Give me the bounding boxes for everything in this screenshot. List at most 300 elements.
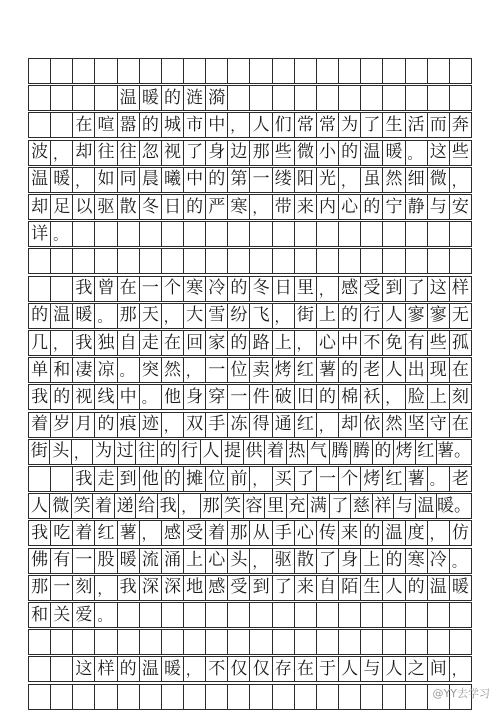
grid-cell: 于 — [317, 657, 339, 681]
grid-cell — [406, 630, 428, 654]
grid-cell — [29, 657, 51, 681]
grid-cell: 光 — [317, 168, 339, 192]
grid-cell — [428, 222, 450, 246]
grid-cell — [29, 277, 51, 301]
grid-cell: 往 — [118, 141, 140, 165]
grid-cell: 穿 — [206, 385, 228, 409]
grid-cell — [51, 86, 73, 110]
grid-cell: 上 — [428, 385, 450, 409]
grid-cell: 中 — [118, 385, 140, 409]
grid-cell: 人 — [383, 304, 405, 328]
grid-cell: 双 — [184, 413, 206, 437]
grid-cell: 这 — [428, 277, 450, 301]
grid-cell: 卖 — [250, 358, 272, 382]
grid-cell: 我 — [73, 331, 95, 355]
grid-cell: 月 — [73, 413, 95, 437]
grid-cell: 们 — [273, 113, 295, 137]
grid-cell: 度 — [406, 521, 428, 545]
grid-cell: 缕 — [273, 168, 295, 192]
grid-cell — [51, 59, 73, 83]
grid-cell: 我 — [73, 467, 95, 491]
grid-cell — [383, 59, 405, 83]
grid-row — [28, 602, 472, 628]
grid-cell — [428, 630, 450, 654]
grid-cell: 刻 — [73, 576, 95, 600]
grid-cell: 。 — [118, 358, 140, 382]
grid-cell: 温 — [428, 576, 450, 600]
grid-cell: 小 — [317, 141, 339, 165]
grid-cell: 了 — [406, 277, 428, 301]
grid-cell: 出 — [406, 358, 428, 382]
grid-cell — [250, 249, 272, 273]
grid-cell: 边 — [228, 141, 250, 165]
grid-cell: 受 — [228, 576, 250, 600]
grid-cell: 我 — [29, 521, 51, 545]
grid-cell: 的 — [158, 440, 179, 464]
grid-cell — [184, 59, 206, 83]
grid-cell: 足 — [51, 195, 73, 219]
grid-cell: 生 — [361, 576, 383, 600]
grid-cell — [339, 630, 361, 654]
grid-row — [28, 684, 472, 710]
grid-cell: ， — [162, 413, 184, 437]
grid-cell: ， — [184, 657, 206, 681]
grid-cell: 的 — [140, 113, 162, 137]
grid-cell: 上 — [273, 331, 295, 355]
grid-cell: 着 — [265, 440, 286, 464]
grid-cell — [317, 86, 339, 110]
grid-cell — [273, 86, 295, 110]
grid-cell — [162, 249, 184, 273]
grid-cell: 棉 — [339, 385, 361, 409]
grid-cell — [95, 86, 117, 110]
grid-cell: 心 — [339, 195, 361, 219]
grid-cell — [51, 657, 73, 681]
grid-cell — [250, 59, 272, 83]
grid-cell: 天 — [140, 304, 162, 328]
grid-cell: 受 — [184, 521, 206, 545]
grid-cell — [140, 630, 162, 654]
grid-cell: 涟 — [184, 86, 206, 110]
grid-cell — [383, 685, 405, 709]
grid-cell: 涌 — [162, 549, 184, 573]
grid-cell — [361, 603, 383, 627]
grid-cell: 烤 — [273, 358, 295, 382]
grid-cell: 位 — [228, 358, 250, 382]
grid-cell: 买 — [273, 467, 295, 491]
grid-cell — [73, 685, 95, 709]
grid-cell — [140, 222, 162, 246]
grid-cell: 现 — [428, 358, 450, 382]
grid-cell: 的 — [228, 277, 250, 301]
grid-cell — [73, 630, 95, 654]
grid-cell — [206, 222, 228, 246]
grid-cell: 递 — [115, 494, 136, 518]
grid-row — [28, 357, 472, 383]
grid-cell: 前 — [228, 467, 250, 491]
grid-cell — [361, 630, 383, 654]
grid-cell — [29, 467, 51, 491]
grid-row — [28, 248, 472, 274]
grid-cell — [206, 249, 228, 273]
grid-cell: 寥 — [428, 304, 450, 328]
grid-cell: 一 — [206, 358, 228, 382]
grid-cell: 着 — [29, 413, 51, 437]
grid-cell: 寒 — [184, 277, 206, 301]
grid-cell: 热 — [287, 440, 308, 464]
grid-row — [28, 112, 472, 138]
grid-cell: 关 — [51, 603, 73, 627]
grid-cell: 佛 — [29, 549, 51, 573]
grid-cell: 市 — [184, 113, 206, 137]
grid-cell: 的 — [162, 467, 184, 491]
grid-cell — [118, 222, 140, 246]
grid-cell: 驱 — [95, 195, 117, 219]
grid-cell: ， — [179, 494, 200, 518]
grid-row — [28, 140, 472, 166]
grid-cell — [317, 249, 339, 273]
grid-cell: 老 — [361, 358, 383, 382]
grid-cell — [118, 685, 140, 709]
grid-cell: 不 — [206, 657, 228, 681]
grid-cell — [29, 113, 51, 137]
grid-cell: 人 — [250, 113, 272, 137]
grid-cell: 视 — [162, 141, 184, 165]
grid-cell: 充 — [287, 494, 308, 518]
writing-grid-sheet — [28, 58, 472, 697]
grid-cell — [317, 603, 339, 627]
grid-cell: 而 — [428, 113, 450, 137]
grid-cell: 薯 — [406, 467, 428, 491]
grid-cell: 笑 — [72, 494, 93, 518]
grid-cell: 安 — [450, 195, 472, 219]
grid-cell: 薯 — [118, 521, 140, 545]
grid-cell: 这 — [73, 657, 95, 681]
grid-cell: 手 — [273, 521, 295, 545]
grid-cell: 在 — [450, 413, 472, 437]
grid-cell: 来 — [339, 521, 361, 545]
grid-cell: 的 — [339, 304, 361, 328]
grid-cell — [450, 630, 472, 654]
grid-cell: 内 — [317, 195, 339, 219]
grid-cell: 的 — [339, 358, 361, 382]
grid-row — [28, 520, 472, 546]
grid-cell: 孤 — [450, 331, 472, 355]
grid-cell: 岁 — [51, 413, 73, 437]
grid-cell: 一 — [250, 168, 272, 192]
grid-cell: ， — [450, 657, 472, 681]
grid-cell: 暖。 — [437, 494, 472, 518]
grid-cell: 烤 — [361, 467, 383, 491]
grid-cell: 单 — [29, 358, 51, 382]
grid-cell — [250, 86, 272, 110]
grid-cell — [428, 603, 450, 627]
grid-cell: 冬 — [140, 195, 162, 219]
grid-cell: 他 — [140, 467, 162, 491]
grid-cell: 些 — [273, 141, 295, 165]
grid-cell: 祥 — [373, 494, 394, 518]
grid-cell: ， — [428, 521, 450, 545]
grid-cell: 寒 — [228, 195, 250, 219]
grid-cell — [406, 685, 428, 709]
grid-cell: 细 — [406, 168, 428, 192]
grid-cell: 曾 — [95, 277, 117, 301]
grid-cell: 然 — [383, 413, 405, 437]
grid-cell: ， — [273, 304, 295, 328]
grid-cell: 如 — [95, 168, 117, 192]
grid-cell: 视 — [73, 385, 95, 409]
grid-cell: 旧 — [295, 385, 317, 409]
grid-row — [28, 58, 472, 84]
grid-row — [28, 276, 472, 302]
grid-cell: 在 — [73, 113, 95, 137]
grid-cell: 依 — [361, 413, 383, 437]
grid-cell: 线 — [95, 385, 117, 409]
grid-cell — [295, 86, 317, 110]
grid-cell: 仅 — [250, 657, 272, 681]
grid-cell: 与 — [428, 195, 450, 219]
grid-cell: 凉 — [95, 358, 117, 382]
grid-cell — [73, 222, 95, 246]
grid-cell: 里 — [265, 494, 286, 518]
grid-cell — [295, 59, 317, 83]
grid-cell: 深 — [162, 576, 184, 600]
grid-cell: 宁 — [383, 195, 405, 219]
grid-cell: ， — [140, 521, 162, 545]
grid-cell: 凄 — [73, 358, 95, 382]
grid-cell: 日 — [273, 277, 295, 301]
grid-cell — [29, 685, 51, 709]
grid-cell: 喧 — [95, 113, 117, 137]
grid-cell: 容 — [244, 494, 265, 518]
grid-cell: 的 — [228, 331, 250, 355]
grid-cell: 股 — [95, 549, 117, 573]
grid-cell — [339, 249, 361, 273]
grid-cell: 回 — [184, 331, 206, 355]
grid-cell: 了 — [184, 141, 206, 165]
grid-cell — [317, 685, 339, 709]
grid-cell — [406, 603, 428, 627]
grid-cell: 几 — [29, 331, 51, 355]
grid-cell: 受 — [361, 277, 383, 301]
grid-cell: 上 — [184, 549, 206, 573]
grid-cell — [361, 86, 383, 110]
grid-cell: 个 — [162, 277, 184, 301]
grid-row — [28, 303, 472, 329]
grid-cell: 来 — [295, 576, 317, 600]
grid-cell: 街 — [295, 304, 317, 328]
grid-cell: 却 — [29, 195, 51, 219]
grid-cell: 感 — [162, 521, 184, 545]
grid-cell: 有 — [51, 549, 73, 573]
grid-cell: 摊 — [184, 467, 206, 491]
grid-cell — [51, 277, 73, 301]
grid-cell: 头 — [50, 440, 71, 464]
grid-cell: 却 — [339, 413, 361, 437]
grid-cell — [250, 222, 272, 246]
grid-row — [28, 384, 472, 410]
grid-cell: 往 — [95, 141, 117, 165]
grid-cell: 心 — [206, 549, 228, 573]
grid-cell — [295, 249, 317, 273]
grid-cell: 了 — [295, 467, 317, 491]
grid-cell: 些 — [450, 141, 472, 165]
grid-cell: 纷 — [228, 304, 250, 328]
grid-cell — [273, 685, 295, 709]
grid-cell: 手 — [206, 413, 228, 437]
grid-cell: 传 — [317, 521, 339, 545]
grid-cell: 人 — [201, 440, 222, 464]
grid-cell: 雪 — [206, 304, 228, 328]
grid-cell: 个 — [339, 467, 361, 491]
grid-cell — [162, 603, 184, 627]
grid-cell: 的 — [118, 657, 140, 681]
grid-cell — [361, 249, 383, 273]
grid-cell: 冷 — [206, 277, 228, 301]
grid-cell — [295, 603, 317, 627]
grid-cell: 。 — [140, 385, 162, 409]
grid-cell — [228, 222, 250, 246]
grid-cell — [206, 603, 228, 627]
grid-cell: 里 — [295, 277, 317, 301]
grid-cell — [339, 59, 361, 83]
grid-cell — [140, 249, 162, 273]
grid-cell: 人 — [383, 657, 405, 681]
grid-cell: 烤 — [394, 440, 415, 464]
grid-cell: 了 — [361, 113, 383, 137]
grid-cell — [29, 86, 51, 110]
grid-cell — [162, 59, 184, 83]
grid-cell: 袄 — [361, 385, 383, 409]
grid-cell: 生 — [383, 113, 405, 137]
grid-cell — [118, 59, 140, 83]
grid-cell: 刻 — [450, 385, 472, 409]
grid-cell — [51, 467, 73, 491]
grid-cell — [228, 249, 250, 273]
grid-cell: ， — [339, 168, 361, 192]
grid-cell: 中 — [339, 331, 361, 355]
grid-cell: 带 — [273, 195, 295, 219]
grid-cell: 自 — [317, 576, 339, 600]
grid-cell: 在 — [295, 657, 317, 681]
grid-cell — [51, 630, 73, 654]
grid-cell — [273, 249, 295, 273]
grid-cell: 往 — [136, 440, 157, 464]
grid-cell — [317, 630, 339, 654]
grid-cell: 样 — [450, 277, 472, 301]
grid-cell: 脸 — [406, 385, 428, 409]
grid-cell: 温 — [29, 168, 51, 192]
grid-cell: 的 — [95, 413, 117, 437]
grid-cell: 腾 — [330, 440, 351, 464]
grid-cell: 吃 — [51, 521, 73, 545]
grid-cell — [317, 222, 339, 246]
grid-cell — [406, 86, 428, 110]
grid-cell: 着 — [93, 494, 114, 518]
grid-cell: 走 — [95, 467, 117, 491]
grid-cell: 身 — [184, 385, 206, 409]
grid-cell: ， — [184, 358, 206, 382]
grid-cell: 一 — [317, 467, 339, 491]
grid-cell: 破 — [273, 385, 295, 409]
grid-cell: 薯。 — [437, 440, 472, 464]
grid-cell: 之 — [406, 657, 428, 681]
grid-cell: 满 — [308, 494, 329, 518]
grid-cell: 在 — [118, 277, 140, 301]
grid-cell: 的 — [184, 195, 206, 219]
watermark: @YY去学习 — [432, 687, 490, 700]
grid-cell — [140, 59, 162, 83]
grid-cell: 驱 — [273, 549, 295, 573]
grid-cell: 身 — [206, 141, 228, 165]
grid-cell — [450, 222, 472, 246]
grid-cell: 与 — [394, 494, 415, 518]
grid-cell: 的 — [317, 385, 339, 409]
grid-cell: 的 — [361, 195, 383, 219]
grid-cell: 腾 — [351, 440, 372, 464]
grid-row — [28, 466, 472, 492]
grid-cell: 那 — [201, 494, 222, 518]
grid-cell: 同 — [118, 168, 140, 192]
grid-cell — [184, 603, 206, 627]
grid-cell: 寒 — [406, 549, 428, 573]
grid-row — [28, 221, 472, 247]
grid-cell: 为 — [93, 440, 114, 464]
grid-row — [28, 629, 472, 655]
grid-cell: 人 — [383, 358, 405, 382]
grid-cell — [140, 685, 162, 709]
grid-cell — [450, 603, 472, 627]
grid-cell: 奔 — [450, 113, 472, 137]
grid-row — [28, 330, 472, 356]
grid-cell: 通 — [273, 413, 295, 437]
grid-cell: 了 — [317, 549, 339, 573]
grid-cell — [317, 59, 339, 83]
grid-cell — [162, 685, 184, 709]
grid-cell: 陌 — [339, 576, 361, 600]
grid-cell: 不 — [361, 331, 383, 355]
grid-cell: 暖 — [383, 141, 405, 165]
grid-cell: 以 — [73, 195, 95, 219]
grid-cell: 一 — [51, 576, 73, 600]
grid-cell: 些 — [428, 331, 450, 355]
grid-cell — [162, 630, 184, 654]
grid-cell: 冬 — [250, 277, 272, 301]
grid-cell — [184, 222, 206, 246]
grid-cell: 温 — [383, 521, 405, 545]
grid-cell: 微 — [295, 141, 317, 165]
grid-cell: 嚣 — [118, 113, 140, 137]
grid-cell — [273, 222, 295, 246]
grid-cell: 温 — [140, 657, 162, 681]
grid-cell — [73, 86, 95, 110]
grid-cell — [51, 113, 73, 137]
grid-cell: ， — [228, 113, 250, 137]
grid-cell — [273, 603, 295, 627]
grid-cell: 红 — [295, 413, 317, 437]
grid-cell: 阳 — [295, 168, 317, 192]
grid-cell: 迹 — [140, 413, 162, 437]
grid-cell: 他 — [162, 385, 184, 409]
grid-cell — [184, 685, 206, 709]
grid-cell: 慈 — [351, 494, 372, 518]
grid-cell: 过 — [115, 440, 136, 464]
grid-cell — [450, 249, 472, 273]
grid-cell: 无 — [450, 304, 472, 328]
grid-cell: 的 — [29, 304, 51, 328]
grid-cell: ， — [250, 467, 272, 491]
grid-cell: 人 — [29, 494, 50, 518]
